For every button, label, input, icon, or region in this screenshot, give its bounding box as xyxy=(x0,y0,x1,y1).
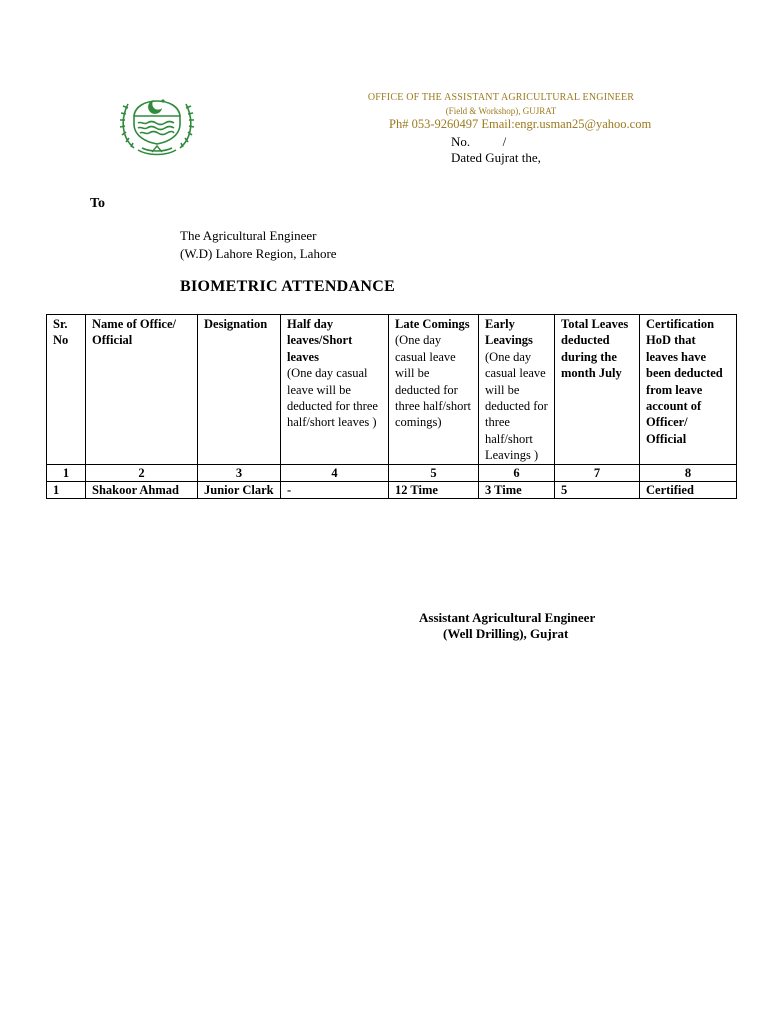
attendance-table xyxy=(46,314,737,499)
column-number: 2 xyxy=(86,464,198,481)
cell-late-comings: 12 Time xyxy=(389,482,479,499)
office-subheading: (Field & Workshop), GUJRAT xyxy=(445,106,557,116)
signatory-office: (Well Drilling), Gujrat xyxy=(443,626,569,641)
document-title: BIOMETRIC ATTENDANCE xyxy=(180,278,396,295)
header-cell-sr-no: Sr. No xyxy=(47,315,86,465)
column-number: 8 xyxy=(640,464,737,481)
header-cell-name: Name of Office/ Official xyxy=(86,315,198,465)
contact-line: Ph# 053-9260497 Email:engr.usman25@yahoo.com xyxy=(389,117,652,131)
column-number: 6 xyxy=(479,464,555,481)
column-number: 3 xyxy=(198,464,281,481)
header-cell-certification: Certification HoD that leaves have been deducted from leave account of Officer/ Official xyxy=(640,315,737,465)
column-number: 4 xyxy=(281,464,389,481)
header-cell-late-comings: Late Comings (One day casual leave will be deducted for three half/short comings) xyxy=(389,315,479,465)
column-number-row xyxy=(47,464,737,481)
signatory-title: Assistant Agricultural Engineer xyxy=(419,610,596,625)
header-cell-designation: Designation xyxy=(198,315,281,465)
punjab-government-crest-icon xyxy=(114,86,200,158)
column-number: 1 xyxy=(47,464,86,481)
cell-total-leaves: 5 xyxy=(555,482,640,499)
table-row xyxy=(47,482,737,499)
cell-designation: Junior Clark xyxy=(198,482,281,499)
to-label: To xyxy=(90,196,106,211)
office-heading: OFFICE OF THE ASSISTANT AGRICULTURAL ENGINEER xyxy=(367,92,635,103)
cell-early-leavings: 3 Time xyxy=(479,482,555,499)
recipient-line-1: The Agricultural Engineer xyxy=(180,228,317,243)
reference-number: No. / xyxy=(451,134,507,149)
cell-half-day: - xyxy=(281,482,389,499)
recipient-line-2: (W.D) Lahore Region, Lahore xyxy=(180,246,337,261)
cell-name: Shakoor Ahmad xyxy=(86,482,198,499)
cell-certification: Certified xyxy=(640,482,737,499)
column-number: 5 xyxy=(389,464,479,481)
header-cell-early-leavings: Early Leavings (One day casual leave will be deducted for three half/short Leavings ) xyxy=(479,315,555,465)
column-number: 7 xyxy=(555,464,640,481)
header-cell-total-leaves: Total Leaves deducted during the month July xyxy=(555,315,640,465)
cell-sr-no: 1 xyxy=(47,482,86,499)
table-header-row xyxy=(47,315,737,465)
header-cell-half-day: Half day leaves/Short leaves (One day casual leave will be deducted for three half/short leaves ) xyxy=(281,315,389,465)
dated-line: Dated Gujrat the, xyxy=(451,150,541,165)
